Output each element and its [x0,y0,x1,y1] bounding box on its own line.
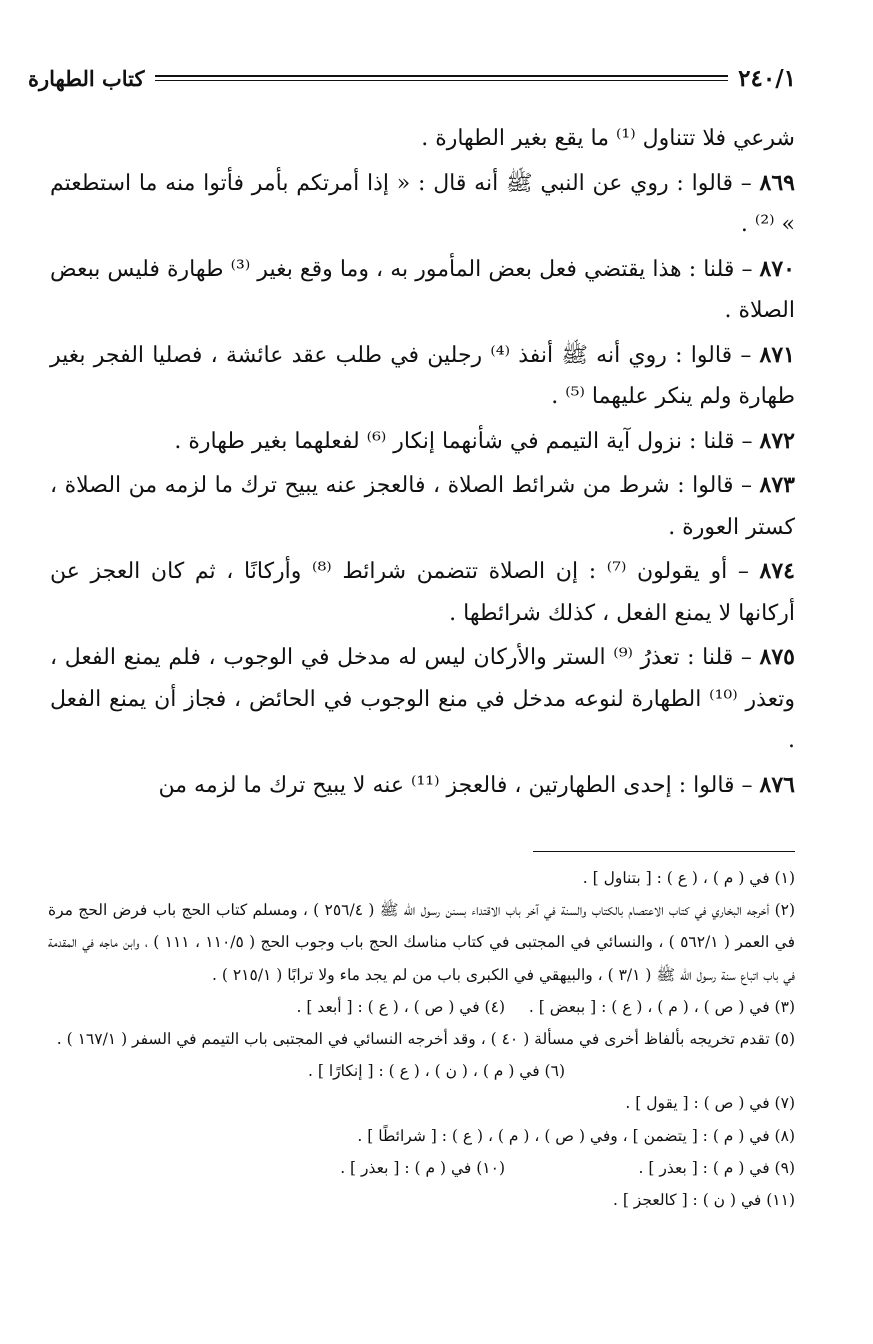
footnote-11: (١١) في ( ن ) : [ كالعجز ] . [612,1191,795,1210]
paragraph-869 [50,163,795,246]
page-number: ٢٤٠/١ [738,64,796,92]
paragraph-870 [50,249,795,332]
footnote-1: (١) في ( م ) ، ( ع ) : [ بتناول ] . [582,869,795,887]
paragraph-text: – أو يقولون ⁽⁷⁾ : إن الصلاة تتضمن شرائط ⁽⁸⁾ وأركانًا ، ثم كان العجز عن أركانها لا يمنع الفعل ، كذلك شرائطها . [50,559,795,626]
footnote-5: (٥) تقدم تخريجه بألفاظ أخرى في مسألة ( ٤٠ ) ، وقد أخرجه النسائي في المجتبى باب التيمم في السفر ( ١٦٧/١ ) . [56,1030,795,1049]
footnote-8: (٨) في ( م ) : [ يتضمن ] ، وفي ( ص ) ، ( م ) ، ( ع ) : [ شرائطًا ] . [357,1126,795,1145]
footnote-9: (٩) في ( م ) : [ بعذر ] . [638,1158,795,1177]
issue-number: ٨٧٠ [759,255,795,282]
footnotes [48,862,795,1216]
footnote-2: (٢) أخرجه البخاري في كتاب الاعتصام بالكتاب والسنة في آخر باب الاقتداء بسنن رسول الله ﷺ ( ٢٥٦/٤ ) ، ومسلم كتاب الحج باب فرض الحج مرة في العمر ( ٥٦٢/١ ) ، والنسائي في المجتبى في كتاب مناسك الحج باب وجوب الحج ( ١١٠/٥ ، ١١١ ) ، وابن ماجه في المقدمة في باب اتباع سنة رسول الله ﷺ ( ٣/١ ) ، والبيهقي في الكبرى باب من لم يجد ماء ولا ترابًا ( ٢١٥/١ ) . [48,901,796,984]
paragraph-text: – قالوا : روي أنه ﷺ أنفذ ⁽⁴⁾ رجلين في طلب عقد عائشة ، فصليا الفجر بغير طهارة ولم ينكر عليهما ⁽⁵⁾ . [50,342,795,409]
footnote-separator [533,851,795,852]
paragraph-875 [50,637,795,762]
issue-number: ٨٧٢ [759,427,795,454]
running-header [28,60,796,96]
paragraph-text: – قلنا : نزول آية التيمم في شأنهما إنكار ⁽⁶⁾ لفعلهما بغير طهارة . [174,428,760,454]
paragraph-text: – قالوا : روي عن النبي ﷺ أنه قال : « إذا أمرتكم بأمر فأتوا منه ما استطعتم » ⁽²⁾ . [50,170,795,237]
book-title: كتاب الطهارة [28,65,145,91]
paragraph-text: – قالوا : شرط من شرائط الصلاة ، فالعجز عنه يبيح ترك ما لزمه من الصلاة ، كستر العورة . [50,473,795,540]
main-text [50,118,795,809]
issue-number: ٨٧٦ [759,771,795,798]
footnote-row [48,991,795,1023]
paragraph-873 [50,465,795,548]
footnote-6: (٦) في ( م ) ، ( ن ) ، ( ع ) : [ إنكارًا ] . [308,1062,565,1081]
paragraph [50,118,795,160]
footnote-7: (٧) في ( ص ) : [ يقول ] . [625,1094,795,1113]
paragraph-876 [50,765,795,807]
issue-number: ٨٧٣ [759,472,795,498]
footnote-3: (٣) في ( ص ) ، ( م ) ، ( ع ) : [ ببعض ] . [528,997,795,1016]
header-rule [155,75,729,81]
paragraph-872 [50,421,795,463]
issue-number: ٨٦٩ [759,169,795,196]
paragraph-text: – قالوا : إحدى الطهارتين ، فالعجز ⁽¹¹⁾ عنه لا يبيح ترك ما لزمه من [158,772,760,798]
footnote-10: (١٠) في ( م ) : [ بعذر ] . [340,1158,505,1177]
paragraph-871 [50,335,795,418]
paragraph-text: شرعي فلا تتناول ⁽¹⁾ ما يقع بغير الطهارة . [421,126,795,151]
issue-number: ٨٧٤ [759,558,795,584]
paragraph-text: – قلنا : هذا يقتضي فعل بعض المأمور به ، وما وقع بغير ⁽³⁾ طهارة فليس ببعض الصلاة . [50,256,795,323]
issue-number: ٨٧٥ [759,644,795,670]
paragraph-874 [50,551,795,634]
issue-number: ٨٧١ [759,341,795,368]
paragraph-text: – قلنا : تعذرُ ⁽⁹⁾ الستر والأركان ليس له مدخل في الوجوب ، فلم يمنع الفعل ، وتعذر ⁽¹⁰⁾ الطهارة لنوعه مدخل في منع الوجوب في الحائض ، فجاز أن يمنع الفعل . [50,645,795,753]
footnote-4: (٤) في ( ص ) ، ( ع ) : [ أبعد ] . [296,997,505,1016]
footnote-row [48,1152,795,1184]
